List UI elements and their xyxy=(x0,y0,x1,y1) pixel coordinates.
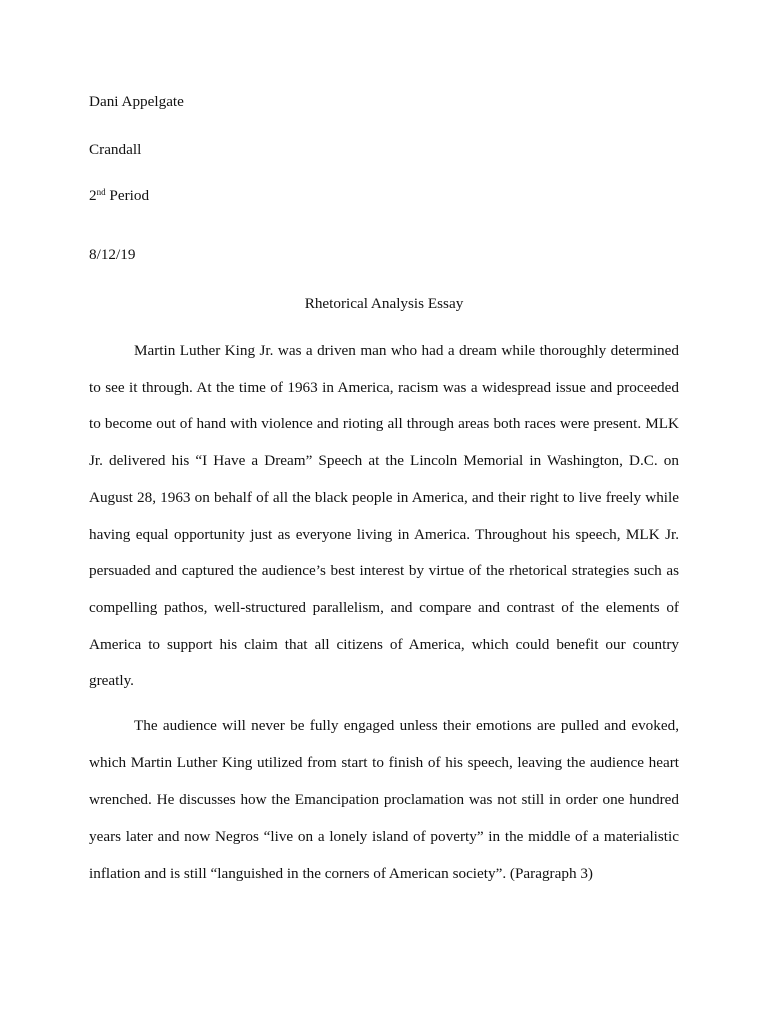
paragraph-line: to see it through. At the time of 1963 in America, racism was a widespread issue and proceeded xyxy=(89,378,679,396)
paragraph-line: which Martin Luther King utilized from start to finish of his speech, leaving the audience heart xyxy=(89,754,679,771)
paragraph-line: inflation and is still “languished in the corners of American society”. (Paragraph 3) xyxy=(89,865,593,882)
paragraph-line: Martin Luther King Jr. was a driven man who had a dream while thoroughly determined xyxy=(134,342,679,359)
paragraph-line: America to support his claim that all citizens of America, which could benefit our country xyxy=(89,635,679,653)
paragraph-line: compelling pathos, well-structured parallelism, and compare and contrast of the elements of xyxy=(89,598,679,616)
paragraph-line: greatly. xyxy=(89,672,134,690)
student-name: Dani Appelgate xyxy=(89,93,184,110)
period-word: Period xyxy=(109,187,150,204)
paragraph-line: Jr. delivered his “I Have a Dream” Speech at the Lincoln Memorial in Washington, D.C. on xyxy=(89,452,679,470)
paragraph-line: persuaded and captured the audience’s best interest by virtue of the rhetorical strategies such as xyxy=(89,562,679,580)
period-suffix: nd xyxy=(96,187,106,197)
paragraph-line: years later and now Negros “live on a lonely island of poverty” in the middle of a materialistic xyxy=(89,828,679,845)
period-number: 2 xyxy=(89,187,97,204)
essay-date: 8/12/19 xyxy=(89,246,136,263)
paragraph-line: wrenched. He discusses how the Emancipation proclamation was not still in order one hundred xyxy=(89,791,679,808)
paragraph-line: The audience will never be fully engaged unless their emotions are pulled and evoked, xyxy=(134,717,679,734)
paragraph-line: to become out of hand with violence and rioting all through areas both races were present. MLK xyxy=(89,415,679,433)
class-period xyxy=(89,187,149,205)
paragraph-line: having equal opportunity just as everyone living in America. Throughout his speech, MLK Jr. xyxy=(89,525,679,543)
teacher-name: Crandall xyxy=(89,141,142,158)
paragraph-line: August 28, 1963 on behalf of all the black people in America, and their right to live freely while xyxy=(89,488,679,506)
essay-title: Rhetorical Analysis Essay xyxy=(304,295,464,312)
